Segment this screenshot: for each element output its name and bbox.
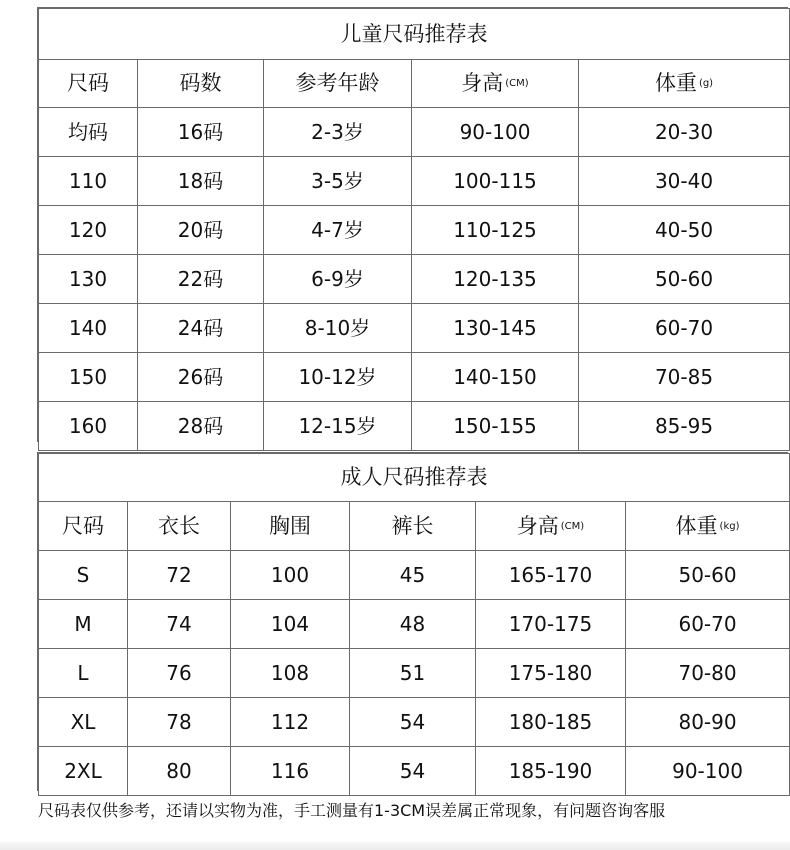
adults-cell-weight: 90-100 <box>626 747 790 796</box>
adults-header-size: 尺码 <box>39 502 128 551</box>
kids-table-row <box>39 255 790 304</box>
kids-table-row <box>39 206 790 255</box>
adults-table-row <box>39 649 790 698</box>
kids-cell-weight: 40-50 <box>579 206 790 255</box>
kids-cell-weight: 60-70 <box>579 304 790 353</box>
kids-cell-weight: 50-60 <box>579 255 790 304</box>
kids-header-size: 尺码 <box>39 60 138 108</box>
kids-cell-weight: 70-85 <box>579 353 790 402</box>
adults-cell-weight: 50-60 <box>626 551 790 600</box>
adults-cell-size: M <box>39 600 128 649</box>
kids-cell-code: 26码 <box>138 353 264 402</box>
adults-cell-size: XL <box>39 698 128 747</box>
kids-cell-height: 120-135 <box>412 255 579 304</box>
adults-header-pants-length: 裤长 <box>350 502 476 551</box>
adults-header-height: 身高 (CM) <box>476 502 626 551</box>
kids-cell-code: 22码 <box>138 255 264 304</box>
kids-header-code: 码数 <box>138 60 264 108</box>
kids-cell-size: 120 <box>39 206 138 255</box>
adults-header-length: 衣长 <box>128 502 231 551</box>
adults-table-row <box>39 551 790 600</box>
kids-cell-weight: 85-95 <box>579 402 790 451</box>
kids-cell-age: 10-12岁 <box>264 353 412 402</box>
adults-header-weight: 体重 (kg) <box>626 502 790 551</box>
adults-cell-weight: 60-70 <box>626 600 790 649</box>
adults-cell-pants-length: 48 <box>350 600 476 649</box>
kids-cell-size: 110 <box>39 157 138 206</box>
adults-cell-length: 76 <box>128 649 231 698</box>
adults-cell-length: 80 <box>128 747 231 796</box>
kids-table-row <box>39 157 790 206</box>
adults-cell-chest: 100 <box>231 551 350 600</box>
adults-cell-weight: 80-90 <box>626 698 790 747</box>
adults-cell-chest: 112 <box>231 698 350 747</box>
kids-header-age: 参考年龄 <box>264 60 412 108</box>
adults-cell-length: 72 <box>128 551 231 600</box>
adults-cell-height: 175-180 <box>476 649 626 698</box>
adults-cell-height: 170-175 <box>476 600 626 649</box>
adults-table-title: 成人尺码推荐表 <box>39 454 790 502</box>
kids-header-height: 身高 (CM) <box>412 60 579 108</box>
adults-size-table <box>38 453 790 796</box>
kids-cell-code: 18码 <box>138 157 264 206</box>
kids-cell-weight: 30-40 <box>579 157 790 206</box>
adults-cell-chest: 104 <box>231 600 350 649</box>
kids-weight-unit: (g) <box>698 78 714 89</box>
kids-cell-size: 130 <box>39 255 138 304</box>
kids-size-table <box>38 8 790 451</box>
kids-cell-height: 150-155 <box>412 402 579 451</box>
kids-cell-age: 12-15岁 <box>264 402 412 451</box>
adults-cell-size: S <box>39 551 128 600</box>
bottom-divider <box>0 842 790 850</box>
adults-header-chest: 胸围 <box>231 502 350 551</box>
adults-cell-height: 185-190 <box>476 747 626 796</box>
adults-cell-size: L <box>39 649 128 698</box>
kids-cell-height: 90-100 <box>412 108 579 157</box>
kids-cell-code: 16码 <box>138 108 264 157</box>
kids-cell-age: 2-3岁 <box>264 108 412 157</box>
kids-cell-height: 110-125 <box>412 206 579 255</box>
kids-cell-age: 8-10岁 <box>264 304 412 353</box>
kids-cell-code: 20码 <box>138 206 264 255</box>
kids-table-row <box>39 304 790 353</box>
adults-cell-length: 78 <box>128 698 231 747</box>
kids-cell-age: 6-9岁 <box>264 255 412 304</box>
adults-cell-weight: 70-80 <box>626 649 790 698</box>
adults-size-chart <box>37 452 788 791</box>
kids-table-row <box>39 402 790 451</box>
adults-cell-pants-length: 54 <box>350 698 476 747</box>
kids-cell-weight: 20-30 <box>579 108 790 157</box>
kids-cell-height: 140-150 <box>412 353 579 402</box>
adults-cell-chest: 108 <box>231 649 350 698</box>
kids-cell-height: 130-145 <box>412 304 579 353</box>
kids-table-row <box>39 353 790 402</box>
adults-cell-pants-length: 51 <box>350 649 476 698</box>
kids-cell-size: 140 <box>39 304 138 353</box>
adults-table-row <box>39 747 790 796</box>
kids-cell-size: 160 <box>39 402 138 451</box>
adults-table-row <box>39 600 790 649</box>
adults-cell-chest: 116 <box>231 747 350 796</box>
kids-cell-age: 4-7岁 <box>264 206 412 255</box>
kids-table-title: 儿童尺码推荐表 <box>39 9 790 60</box>
adults-cell-size: 2XL <box>39 747 128 796</box>
kids-table-row <box>39 108 790 157</box>
kids-height-unit: (CM) <box>505 78 529 89</box>
footer-note: 尺码表仅供参考，还请以实物为准，手工测量有1-3CM误差属正常现象，有问题咨询客服 <box>38 801 666 820</box>
adults-weight-unit: (kg) <box>719 520 740 532</box>
kids-cell-size: 均码 <box>39 108 138 157</box>
kids-cell-age: 3-5岁 <box>264 157 412 206</box>
kids-header-weight: 体重 (g) <box>579 60 790 108</box>
kids-cell-height: 100-115 <box>412 157 579 206</box>
kids-cell-size: 150 <box>39 353 138 402</box>
adults-cell-pants-length: 45 <box>350 551 476 600</box>
kids-size-chart <box>37 7 788 442</box>
adults-cell-height: 165-170 <box>476 551 626 600</box>
adults-table-row <box>39 698 790 747</box>
kids-cell-code: 28码 <box>138 402 264 451</box>
adults-cell-length: 74 <box>128 600 231 649</box>
adults-cell-height: 180-185 <box>476 698 626 747</box>
adults-cell-pants-length: 54 <box>350 747 476 796</box>
kids-cell-code: 24码 <box>138 304 264 353</box>
adults-height-unit: (CM) <box>560 520 585 532</box>
